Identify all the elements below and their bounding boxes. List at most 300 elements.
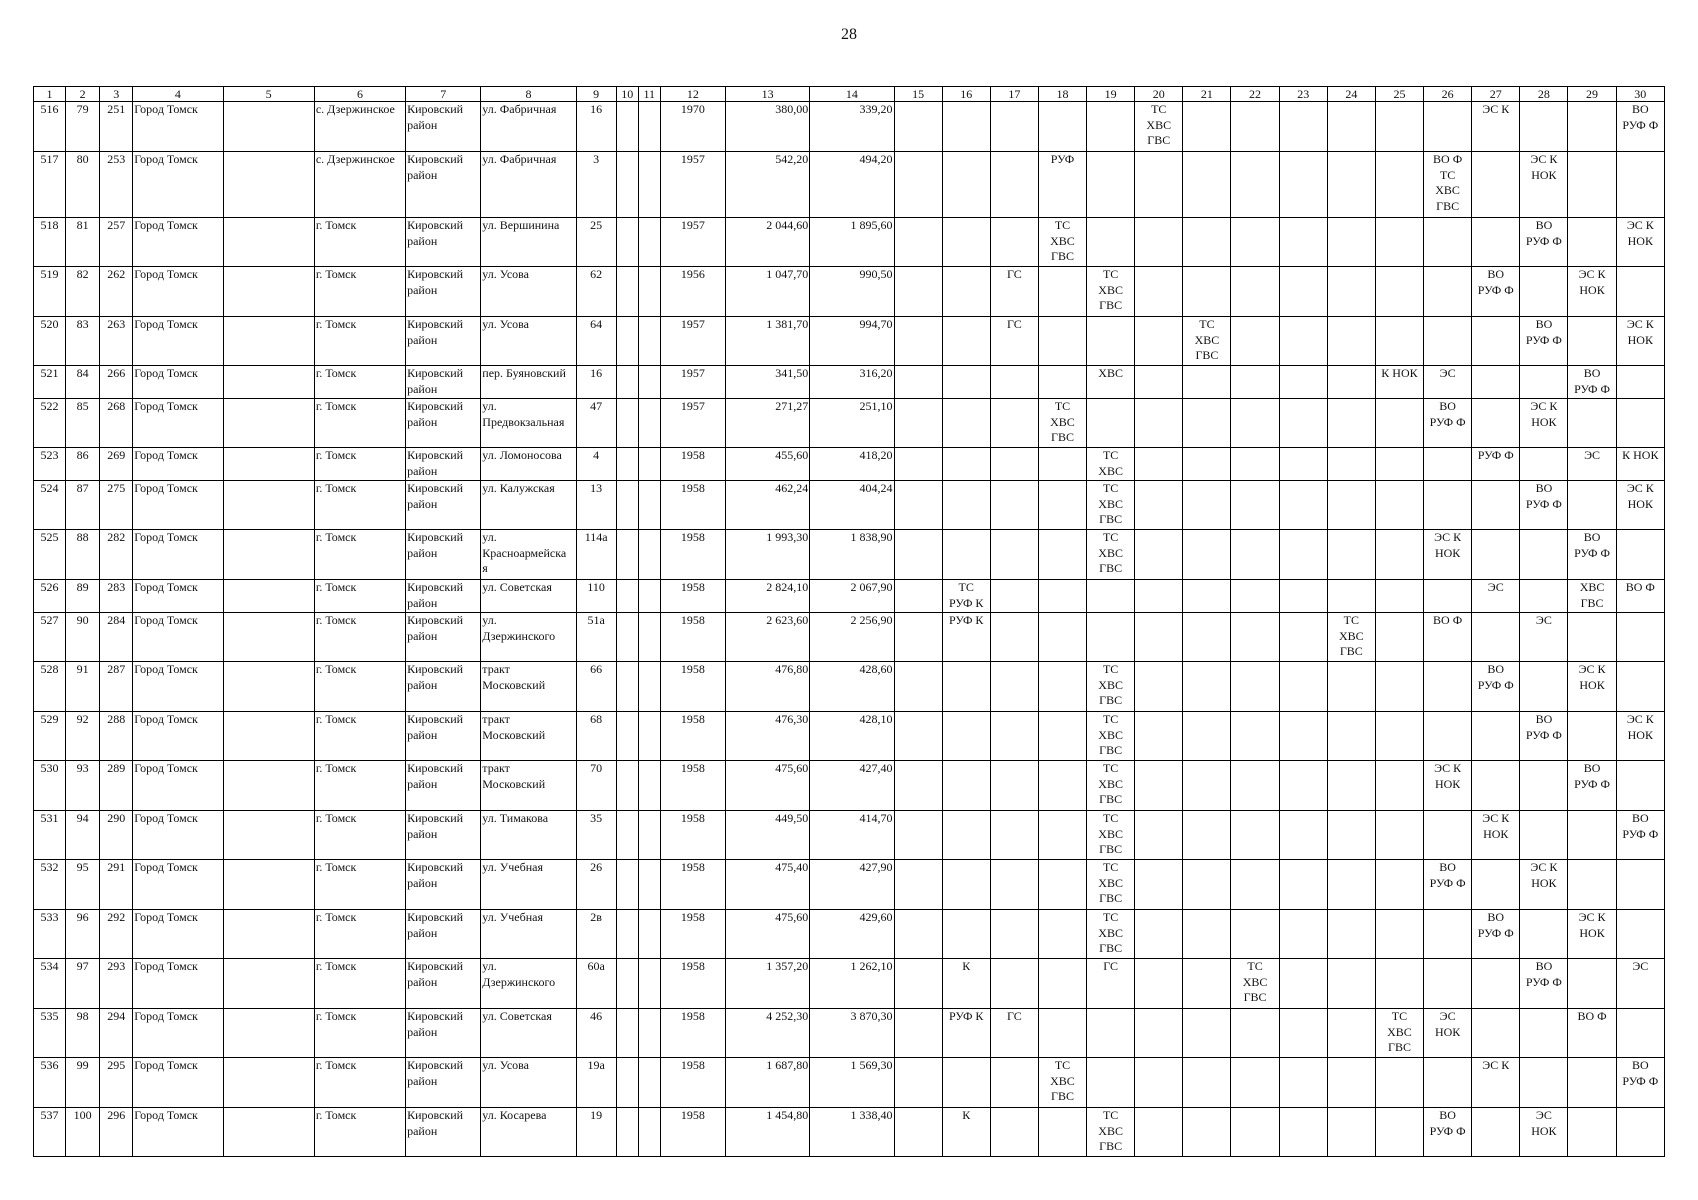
work-type-cell-20 [1135, 1058, 1183, 1108]
work-type-cell-28 [1520, 580, 1568, 613]
work-type-cell-26 [1424, 811, 1472, 860]
work-type-cell-18: ТС ХВС ГВС [1038, 399, 1086, 448]
work-type-cell-27: ЭС К [1472, 102, 1520, 152]
work-type-cell-22 [1231, 761, 1279, 811]
row-number-cell: 531 [34, 811, 66, 860]
work-type-cell-24 [1327, 481, 1375, 530]
build-year-cell: 1957 [660, 366, 725, 399]
living-area-cell: 1 262,10 [810, 959, 894, 1009]
total-area-cell: 4 252,30 [726, 1009, 810, 1058]
work-type-cell-24 [1327, 580, 1375, 613]
work-type-cell-24 [1327, 530, 1375, 580]
work-type-cell-17 [990, 712, 1038, 761]
work-type-cell-16 [942, 102, 990, 152]
work-type-cell-20 [1135, 1009, 1183, 1058]
work-type-cell-16 [942, 910, 990, 959]
work-type-cell-27 [1472, 152, 1520, 218]
work-type-cell-22 [1231, 580, 1279, 613]
work-type-cell-18 [1038, 366, 1086, 399]
total-area-cell: 462,24 [726, 481, 810, 530]
work-type-cell-18 [1038, 860, 1086, 910]
work-type-cell-24 [1327, 959, 1375, 1009]
work-type-cell-23 [1279, 811, 1327, 860]
column-10-cell [616, 1108, 638, 1157]
house-number-cell: 19а [576, 1058, 616, 1108]
district-cell: Кировский район [406, 662, 481, 712]
work-type-cell-30: ВО РУФ Ф [1616, 102, 1664, 152]
work-type-cell-21 [1183, 102, 1231, 152]
work-type-cell-19 [1087, 218, 1135, 267]
column-5-cell [223, 481, 314, 530]
municipality-cell: Город Томск [133, 1108, 223, 1157]
work-type-cell-17 [990, 530, 1038, 580]
work-type-cell-19: ТС ХВС ГВС [1087, 761, 1135, 811]
work-type-cell-29: ХВС ГВС [1568, 580, 1616, 613]
work-type-cell-30: ЭС [1616, 959, 1664, 1009]
work-type-cell-16 [942, 481, 990, 530]
living-area-cell: 418,20 [810, 448, 894, 481]
row-number-cell: 517 [34, 152, 66, 218]
street-cell: ул. Ломоносова [481, 448, 576, 481]
column-11-cell [638, 218, 660, 267]
work-type-cell-22 [1231, 102, 1279, 152]
column-10-cell [616, 761, 638, 811]
table-row [34, 481, 1665, 530]
register-number-cell: 293 [100, 959, 133, 1009]
column-11-cell [638, 580, 660, 613]
table-row [34, 267, 1665, 317]
work-type-cell-19: ТС ХВС ГВС [1087, 481, 1135, 530]
column-header-23: 23 [1279, 87, 1327, 102]
sub-number-cell: 81 [66, 218, 100, 267]
work-type-cell-25 [1375, 102, 1423, 152]
work-type-cell-18 [1038, 1009, 1086, 1058]
municipality-cell: Город Томск [133, 910, 223, 959]
column-11-cell [638, 366, 660, 399]
work-type-cell-26: ВО РУФ Ф [1424, 1108, 1472, 1157]
work-type-cell-30 [1616, 399, 1664, 448]
work-type-cell-26 [1424, 448, 1472, 481]
work-type-cell-19: ТС ХВС ГВС [1087, 267, 1135, 317]
column-10-cell [616, 613, 638, 662]
total-area-cell: 271,27 [726, 399, 810, 448]
municipality-cell: Город Томск [133, 399, 223, 448]
municipality-cell: Город Томск [133, 481, 223, 530]
column-5-cell [223, 448, 314, 481]
settlement-cell: г. Томск [314, 448, 405, 481]
municipality-cell: Город Томск [133, 811, 223, 860]
work-type-cell-22 [1231, 267, 1279, 317]
table-row [34, 910, 1665, 959]
work-type-cell-15 [894, 448, 942, 481]
work-type-cell-16 [942, 448, 990, 481]
sub-number-cell: 91 [66, 662, 100, 712]
work-type-cell-15 [894, 662, 942, 712]
work-type-cell-30: К НОК [1616, 448, 1664, 481]
work-type-cell-30: ЭС К НОК [1616, 317, 1664, 366]
work-type-cell-19: ТС ХВС ГВС [1087, 712, 1135, 761]
register-number-cell: 262 [100, 267, 133, 317]
work-type-cell-15 [894, 152, 942, 218]
work-type-cell-20 [1135, 218, 1183, 267]
column-5-cell [223, 860, 314, 910]
living-area-cell: 404,24 [810, 481, 894, 530]
living-area-cell: 427,40 [810, 761, 894, 811]
work-type-cell-20 [1135, 662, 1183, 712]
work-type-cell-20 [1135, 613, 1183, 662]
work-type-cell-28: ЭС К НОК [1520, 152, 1568, 218]
street-cell: ул. Красноармейска я [481, 530, 576, 580]
total-area-cell: 455,60 [726, 448, 810, 481]
work-type-cell-29 [1568, 481, 1616, 530]
work-type-cell-26: ЭС К НОК [1424, 761, 1472, 811]
work-type-cell-24 [1327, 366, 1375, 399]
column-5-cell [223, 1009, 314, 1058]
build-year-cell: 1958 [660, 662, 725, 712]
work-type-cell-23 [1279, 910, 1327, 959]
total-area-cell: 1 454,80 [726, 1108, 810, 1157]
column-header-5: 5 [223, 87, 314, 102]
row-number-cell: 523 [34, 448, 66, 481]
work-type-cell-16 [942, 860, 990, 910]
house-number-cell: 60а [576, 959, 616, 1009]
row-number-cell: 525 [34, 530, 66, 580]
work-type-cell-16 [942, 366, 990, 399]
street-cell: ул. Советская [481, 580, 576, 613]
work-type-cell-30: ЭС К НОК [1616, 218, 1664, 267]
work-type-cell-18 [1038, 481, 1086, 530]
municipality-cell: Город Томск [133, 860, 223, 910]
work-type-cell-20 [1135, 959, 1183, 1009]
sub-number-cell: 90 [66, 613, 100, 662]
district-cell: Кировский район [406, 317, 481, 366]
build-year-cell: 1958 [660, 580, 725, 613]
work-type-cell-27 [1472, 613, 1520, 662]
work-type-cell-26 [1424, 218, 1472, 267]
column-5-cell [223, 910, 314, 959]
work-type-cell-16 [942, 530, 990, 580]
district-cell: Кировский район [406, 102, 481, 152]
work-type-cell-18 [1038, 959, 1086, 1009]
row-number-cell: 532 [34, 860, 66, 910]
table-row [34, 366, 1665, 399]
work-type-cell-15 [894, 481, 942, 530]
settlement-cell: г. Томск [314, 366, 405, 399]
work-type-cell-25 [1375, 860, 1423, 910]
work-type-cell-15 [894, 366, 942, 399]
work-type-cell-16 [942, 811, 990, 860]
house-number-cell: 4 [576, 448, 616, 481]
column-header-19: 19 [1087, 87, 1135, 102]
column-header-30: 30 [1616, 87, 1664, 102]
work-type-cell-19: ТС ХВС [1087, 448, 1135, 481]
register-number-cell: 284 [100, 613, 133, 662]
municipality-cell: Город Томск [133, 267, 223, 317]
work-type-cell-24 [1327, 1009, 1375, 1058]
work-type-cell-25 [1375, 761, 1423, 811]
district-cell: Кировский район [406, 530, 481, 580]
work-type-cell-17 [990, 448, 1038, 481]
work-type-cell-30 [1616, 860, 1664, 910]
work-type-cell-30 [1616, 366, 1664, 399]
work-type-cell-28 [1520, 448, 1568, 481]
register-number-cell: 266 [100, 366, 133, 399]
district-cell: Кировский район [406, 481, 481, 530]
work-type-cell-20 [1135, 448, 1183, 481]
work-type-cell-16: ТС РУФ К [942, 580, 990, 613]
sub-number-cell: 84 [66, 366, 100, 399]
work-type-cell-15 [894, 218, 942, 267]
work-type-cell-26 [1424, 1058, 1472, 1108]
work-type-cell-21 [1183, 218, 1231, 267]
total-area-cell: 542,20 [726, 152, 810, 218]
work-type-cell-21 [1183, 1108, 1231, 1157]
work-type-cell-17: ГС [990, 1009, 1038, 1058]
row-number-cell: 537 [34, 1108, 66, 1157]
work-type-cell-29: ЭС [1568, 448, 1616, 481]
register-number-cell: 294 [100, 1009, 133, 1058]
total-area-cell: 449,50 [726, 811, 810, 860]
sub-number-cell: 100 [66, 1108, 100, 1157]
work-type-cell-17 [990, 910, 1038, 959]
work-type-cell-21 [1183, 811, 1231, 860]
column-11-cell [638, 811, 660, 860]
row-number-cell: 535 [34, 1009, 66, 1058]
work-type-cell-28: ЭС К НОК [1520, 399, 1568, 448]
column-10-cell [616, 530, 638, 580]
work-type-cell-27: РУФ Ф [1472, 448, 1520, 481]
work-type-cell-28: ВО РУФ Ф [1520, 712, 1568, 761]
work-type-cell-16: РУФ К [942, 1009, 990, 1058]
work-type-cell-28 [1520, 366, 1568, 399]
column-11-cell [638, 1058, 660, 1108]
work-type-cell-27 [1472, 1108, 1520, 1157]
register-number-cell: 269 [100, 448, 133, 481]
column-11-cell [638, 317, 660, 366]
work-type-cell-25 [1375, 448, 1423, 481]
work-type-cell-26 [1424, 662, 1472, 712]
register-number-cell: 290 [100, 811, 133, 860]
work-type-cell-29 [1568, 152, 1616, 218]
column-header-7: 7 [406, 87, 481, 102]
sub-number-cell: 86 [66, 448, 100, 481]
work-type-cell-15 [894, 1009, 942, 1058]
work-type-cell-30 [1616, 1009, 1664, 1058]
work-type-cell-17 [990, 811, 1038, 860]
street-cell: ул. Фабричная [481, 102, 576, 152]
street-cell: тракт Московский [481, 712, 576, 761]
table-row [34, 761, 1665, 811]
house-number-cell: 47 [576, 399, 616, 448]
column-11-cell [638, 910, 660, 959]
column-5-cell [223, 1108, 314, 1157]
work-type-cell-23 [1279, 860, 1327, 910]
living-area-cell: 2 067,90 [810, 580, 894, 613]
work-type-cell-23 [1279, 959, 1327, 1009]
table-row [34, 218, 1665, 267]
work-type-cell-22 [1231, 811, 1279, 860]
column-header-22: 22 [1231, 87, 1279, 102]
table-row [34, 959, 1665, 1009]
work-type-cell-27 [1472, 530, 1520, 580]
page-number: 28 [841, 26, 857, 43]
build-year-cell: 1956 [660, 267, 725, 317]
column-header-12: 12 [660, 87, 725, 102]
build-year-cell: 1970 [660, 102, 725, 152]
sub-number-cell: 88 [66, 530, 100, 580]
work-type-cell-30 [1616, 152, 1664, 218]
settlement-cell: г. Томск [314, 399, 405, 448]
column-10-cell [616, 1009, 638, 1058]
table-row [34, 448, 1665, 481]
table-row [34, 102, 1665, 152]
work-type-cell-16 [942, 152, 990, 218]
work-type-cell-19 [1087, 399, 1135, 448]
work-type-cell-29 [1568, 712, 1616, 761]
work-type-cell-20 [1135, 811, 1183, 860]
register-number-cell: 275 [100, 481, 133, 530]
column-5-cell [223, 267, 314, 317]
work-type-cell-18 [1038, 580, 1086, 613]
work-type-cell-17 [990, 860, 1038, 910]
living-area-cell: 339,20 [810, 102, 894, 152]
total-area-cell: 2 623,60 [726, 613, 810, 662]
work-type-cell-26: ВО Ф ТС ХВС ГВС [1424, 152, 1472, 218]
work-type-cell-29 [1568, 317, 1616, 366]
register-number-cell: 253 [100, 152, 133, 218]
work-type-cell-19 [1087, 1009, 1135, 1058]
work-type-cell-29: ВО РУФ Ф [1568, 761, 1616, 811]
work-type-cell-25 [1375, 712, 1423, 761]
settlement-cell: г. Томск [314, 218, 405, 267]
work-type-cell-20: ТС ХВС ГВС [1135, 102, 1183, 152]
work-type-cell-21 [1183, 662, 1231, 712]
house-number-cell: 2в [576, 910, 616, 959]
work-type-cell-26: ВО РУФ Ф [1424, 399, 1472, 448]
column-11-cell [638, 1108, 660, 1157]
total-area-cell: 2 044,60 [726, 218, 810, 267]
work-type-cell-21 [1183, 530, 1231, 580]
work-type-cell-26: ЭС НОК [1424, 1009, 1472, 1058]
work-type-cell-18 [1038, 712, 1086, 761]
district-cell: Кировский район [406, 366, 481, 399]
column-header-8: 8 [481, 87, 576, 102]
work-type-cell-26 [1424, 481, 1472, 530]
row-number-cell: 519 [34, 267, 66, 317]
work-type-cell-21 [1183, 366, 1231, 399]
table-row [34, 317, 1665, 366]
district-cell: Кировский район [406, 613, 481, 662]
work-type-cell-23 [1279, 366, 1327, 399]
municipality-cell: Город Томск [133, 530, 223, 580]
district-cell: Кировский район [406, 218, 481, 267]
work-type-cell-16 [942, 218, 990, 267]
register-number-cell: 282 [100, 530, 133, 580]
district-cell: Кировский район [406, 1108, 481, 1157]
work-type-cell-28: ВО РУФ Ф [1520, 481, 1568, 530]
work-type-cell-24 [1327, 811, 1375, 860]
total-area-cell: 1 047,70 [726, 267, 810, 317]
work-type-cell-20 [1135, 1108, 1183, 1157]
table-row [34, 1108, 1665, 1157]
work-type-cell-17 [990, 102, 1038, 152]
work-type-cell-19: ТС ХВС ГВС [1087, 910, 1135, 959]
work-type-cell-28: ЭС [1520, 613, 1568, 662]
column-header-25: 25 [1375, 87, 1423, 102]
work-type-cell-20 [1135, 267, 1183, 317]
work-type-cell-16 [942, 1058, 990, 1108]
sub-number-cell: 87 [66, 481, 100, 530]
work-type-cell-18 [1038, 910, 1086, 959]
work-type-cell-16: К [942, 1108, 990, 1157]
total-area-cell: 341,50 [726, 366, 810, 399]
column-5-cell [223, 580, 314, 613]
work-type-cell-25 [1375, 152, 1423, 218]
register-number-cell: 283 [100, 580, 133, 613]
row-number-cell: 534 [34, 959, 66, 1009]
work-type-cell-22 [1231, 1009, 1279, 1058]
house-number-cell: 62 [576, 267, 616, 317]
work-type-cell-23 [1279, 1108, 1327, 1157]
column-10-cell [616, 1058, 638, 1108]
house-number-cell: 35 [576, 811, 616, 860]
house-number-cell: 3 [576, 152, 616, 218]
work-type-cell-27 [1472, 761, 1520, 811]
work-type-cell-21 [1183, 267, 1231, 317]
work-type-cell-18 [1038, 613, 1086, 662]
work-type-cell-27 [1472, 1009, 1520, 1058]
work-type-cell-17 [990, 152, 1038, 218]
work-type-cell-18 [1038, 761, 1086, 811]
total-area-cell: 2 824,10 [726, 580, 810, 613]
work-type-cell-18: РУФ [1038, 152, 1086, 218]
house-number-cell: 114а [576, 530, 616, 580]
column-10-cell [616, 366, 638, 399]
work-type-cell-28 [1520, 662, 1568, 712]
district-cell: Кировский район [406, 1058, 481, 1108]
street-cell: ул. Советская [481, 1009, 576, 1058]
column-5-cell [223, 959, 314, 1009]
total-area-cell: 1 687,80 [726, 1058, 810, 1108]
district-cell: Кировский район [406, 1009, 481, 1058]
municipality-cell: Город Томск [133, 712, 223, 761]
column-header-20: 20 [1135, 87, 1183, 102]
work-type-cell-29 [1568, 613, 1616, 662]
work-type-cell-28: ЭС К НОК [1520, 860, 1568, 910]
column-10-cell [616, 448, 638, 481]
work-type-cell-21 [1183, 481, 1231, 530]
work-type-cell-16 [942, 317, 990, 366]
work-type-cell-19: ТС ХВС ГВС [1087, 662, 1135, 712]
settlement-cell: г. Томск [314, 481, 405, 530]
work-type-cell-16 [942, 712, 990, 761]
work-type-cell-23 [1279, 317, 1327, 366]
work-type-cell-30: ВО Ф [1616, 580, 1664, 613]
column-5-cell [223, 152, 314, 218]
house-number-cell: 68 [576, 712, 616, 761]
work-type-cell-27 [1472, 712, 1520, 761]
column-5-cell [223, 712, 314, 761]
sub-number-cell: 92 [66, 712, 100, 761]
build-year-cell: 1957 [660, 152, 725, 218]
work-type-cell-28 [1520, 811, 1568, 860]
work-type-cell-27: ЭС К НОК [1472, 811, 1520, 860]
column-11-cell [638, 761, 660, 811]
district-cell: Кировский район [406, 267, 481, 317]
street-cell: ул. Усова [481, 267, 576, 317]
work-type-cell-16 [942, 267, 990, 317]
work-type-cell-20 [1135, 152, 1183, 218]
